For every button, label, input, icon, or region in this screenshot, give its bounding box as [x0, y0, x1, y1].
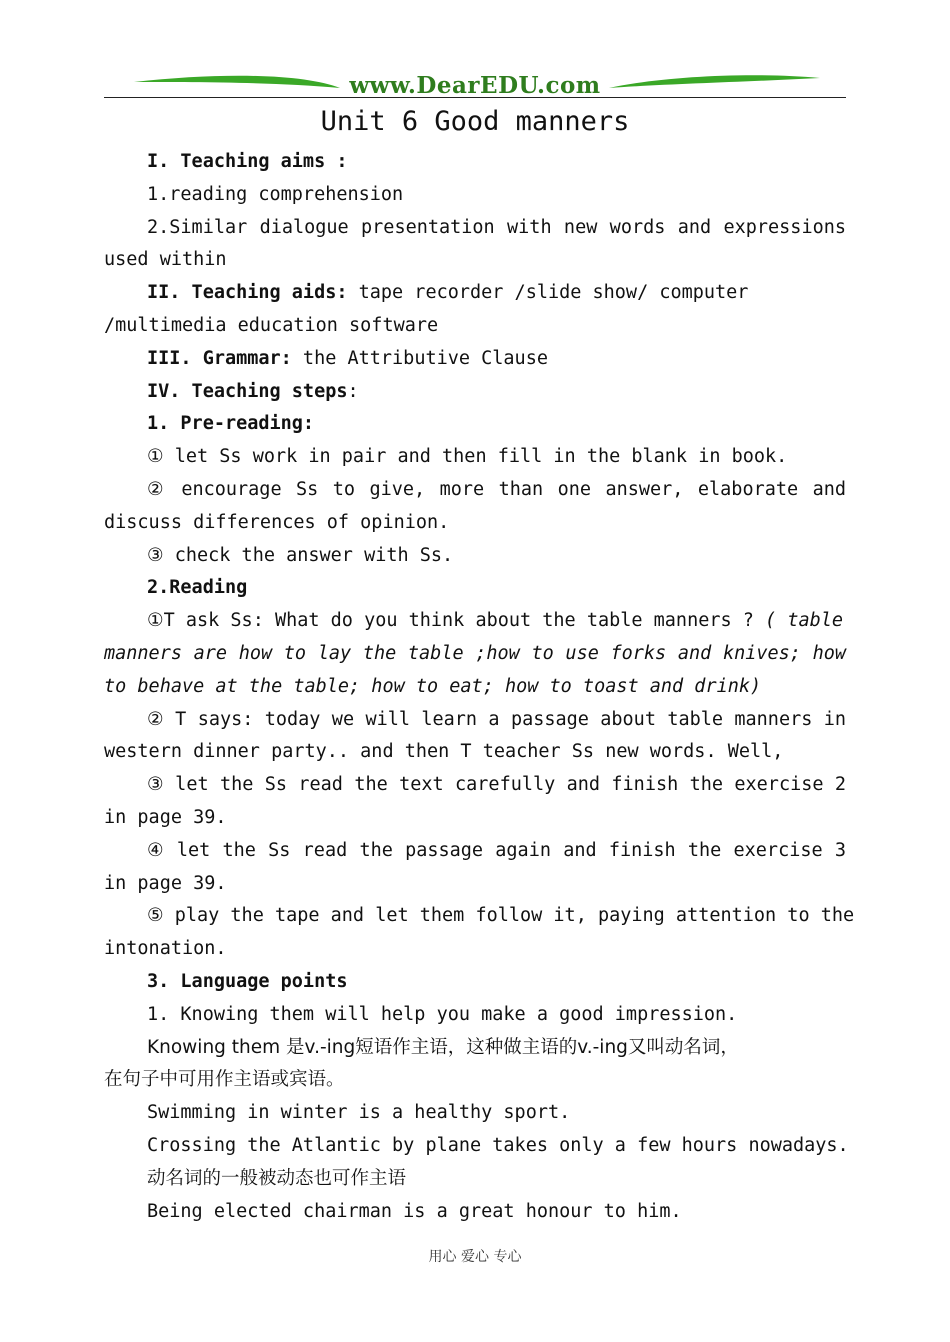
language-point-explanation-line-1: Knowing them 是v.-ing短语作主语，这种做主语的v.-ing又叫动名词， — [147, 1036, 739, 1058]
reading-step-5-line-1: ⑤ play the tape and let them follow it, paying attention to the — [147, 905, 855, 927]
reading-step-2-line-2: western dinner party.. and then T teacher Ss new words. Well, — [104, 741, 784, 763]
pre-reading-step-2-line-1: ② encourage Ss to give, more than one answer, elaborate and — [147, 478, 846, 500]
reading-step-1-line-1 — [104, 605, 846, 638]
reading-step-3-line-1: ③ let the Ss read the text carefully and finish the exercise 2 — [147, 774, 846, 796]
reading-step-3-line-2: in page 39. — [104, 806, 227, 828]
reading-step-1-question: ①T ask Ss: What do you think about the table manners ? — [147, 610, 766, 632]
chinese-note: 动名词的一般被动态也可作主语 — [147, 1167, 407, 1189]
language-point-1: 1. Knowing them will help you make a good impression. — [147, 1003, 738, 1025]
pre-reading-step-3: ③ check the answer with Ss. — [147, 544, 454, 566]
language-points-heading: 3. Language points — [147, 970, 348, 992]
aims-heading: I. Teaching aims : — [147, 151, 348, 172]
reading-step-5-line-2: intonation. — [104, 938, 227, 960]
reading-step-1-note-start: ( table — [765, 610, 844, 632]
aim-2-line-1: 2.Similar dialogue presentation with new words and expressions — [147, 216, 846, 238]
language-point-explanation-line-2: 在句子中可用作主语或宾语。 — [104, 1069, 345, 1091]
steps-colon: : — [347, 380, 359, 402]
reading-step-4-line-2: in page 39. — [104, 872, 227, 894]
aim-2-line-2: used within — [104, 249, 227, 271]
aids-line-2: /multimedia education software — [104, 314, 439, 336]
grammar-text: the Attributive Clause — [291, 347, 548, 369]
document-body — [104, 146, 855, 1228]
reading-heading: 2.Reading — [147, 577, 248, 599]
aids-text: tape recorder /slide show/ computer — [347, 282, 749, 304]
pre-reading-heading: 1. Pre-reading: — [147, 413, 315, 435]
steps-line — [104, 376, 846, 409]
reading-step-1-line-3: to behave at the table; how to eat; how to toast and drink) — [104, 675, 762, 697]
aids-heading: II. Teaching aids: — [147, 282, 348, 304]
reading-step-4-line-1: ④ let the Ss read the passage again and finish the exercise 3 — [147, 839, 846, 861]
aids-line-1 — [104, 277, 846, 310]
example-sentence-1: Swimming in winter is a healthy sport. — [147, 1102, 571, 1124]
pre-reading-step-2-line-2: discuss differences of opinion. — [104, 511, 450, 533]
page-footer: 用心 爱心 专心 — [428, 1249, 522, 1265]
site-logo[interactable]: www.DearEDU.com — [349, 72, 601, 99]
grammar-line — [104, 343, 846, 376]
reading-step-2-line-1: ② T says: today we will learn a passage about table manners in — [147, 708, 846, 730]
example-sentence-2: Crossing the Atlantic by plane takes only a few hours nowadays. — [147, 1134, 849, 1156]
header-rule — [104, 97, 846, 98]
grammar-heading: III. Grammar: — [147, 347, 292, 369]
example-sentence-3: Being elected chairman is a great honour to him. — [147, 1200, 682, 1222]
page-title: Unit 6 Good manners — [320, 106, 630, 137]
aim-1: 1.reading comprehension — [147, 183, 404, 205]
reading-step-1-line-2: manners are how to lay the table ;how to use forks and knives; how — [104, 642, 846, 664]
steps-heading: IV. Teaching steps — [147, 380, 348, 402]
pre-reading-step-1: ① let Ss work in pair and then fill in the blank in book. — [147, 446, 788, 468]
